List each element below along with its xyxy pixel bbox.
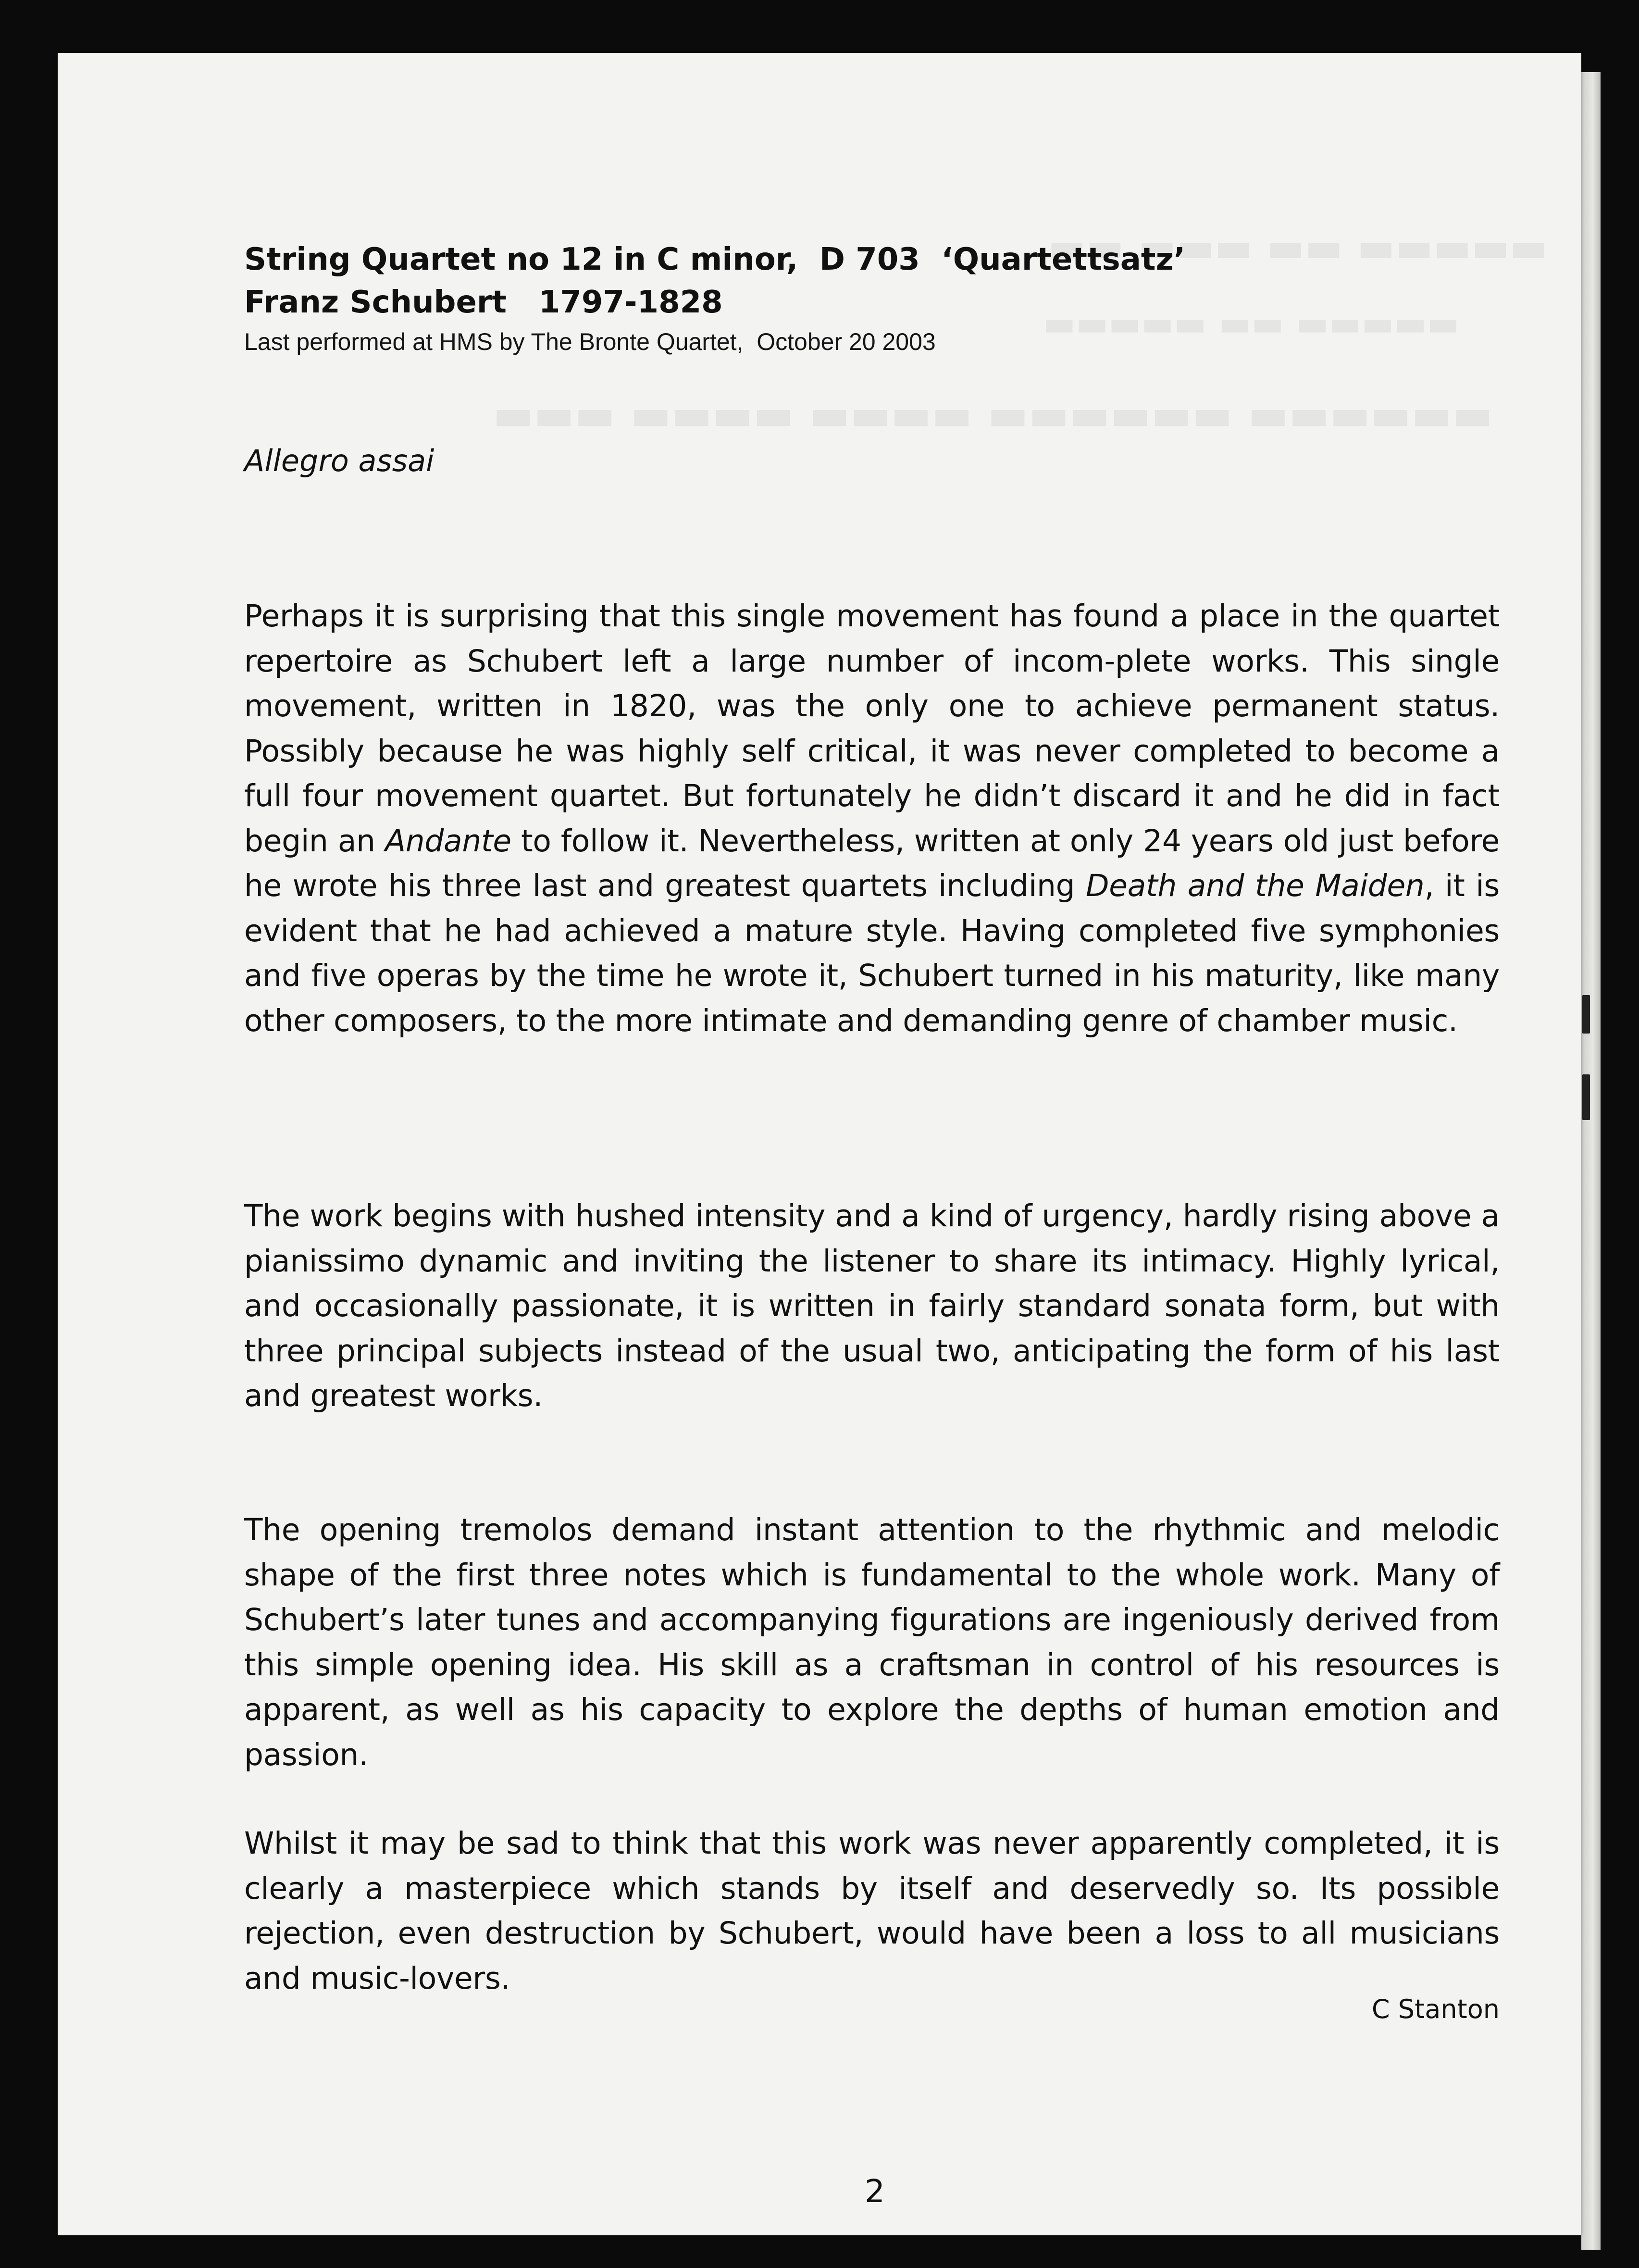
composer-line: Franz Schubert 1797-1828 (244, 285, 723, 320)
paragraph-text: The work begins with hushed intensity and a kind of urgency, hardly rising above a pianissimo dynamic and inviting the listener to share its intimacy. Highly lyrical, and occasionally passionate, it is written in fairly standard sonata form, but with three principal subjects instead of the usual two, anticipating the form of his last and greatest works. (244, 1198, 1500, 1413)
paragraph (244, 594, 1500, 1043)
page-edge (1581, 72, 1601, 2250)
paragraph (244, 1508, 1500, 1777)
show-through-texture: ▬▬ ▬▬▬ ▬▬ ▬▬▬▬▬ (1048, 224, 1548, 271)
paragraph-text: Perhaps it is surprising that this single movement has found a place in the quartet repertoire as Schubert left a large number of incom-plete works. This single movement, written in 1820, was the only one to achieve permanent status. Possibly because he was highly self critical, it was never completed to become a full four movement quartet. But fortunately he didn’t discard it and he did in fact begin an (244, 598, 1500, 859)
page-tab-mark (1582, 995, 1590, 1034)
paragraph (244, 1821, 1500, 2001)
paragraph (244, 1194, 1500, 1419)
paragraph-text: The opening tremolos demand instant attention to the rhythmic and melodic shape of the first three notes which is fundamental to the whole work. Many of Schubert’s later tunes and accompanying figurations are ingeniously derived from this simple opening idea. His skill as a craftsman in control of his resources is apparent, as well as his capacity to explore the depths of human emotion and passion. (244, 1512, 1500, 1772)
paragraph-text: Whilst it may be sad to think that this work was never apparently completed, it is clearly a masterpiece which stands by itself and deservedly so. Its possible rejection, even destruction by Schubert, would have been a loss to all musicians and music-lovers. (244, 1826, 1500, 1996)
italic-title-text: Andante (385, 823, 511, 859)
author-signature: C Stanton (1371, 1994, 1500, 2024)
work-title: String Quartet no 12 in C minor, D 703 ‘Quartettsatz’ (244, 242, 1186, 277)
paragraph-text: , it is evident that he had achieved a mature style. Having completed five symphonies and five operas by the time he wrote it, Schubert turned in his maturity, like many other composers, to the more intimate and demanding genre of chamber music. (244, 868, 1500, 1038)
italic-title-text: Death and the Maiden (1086, 868, 1425, 903)
paragraph-text: to follow it. Nevertheless, written at only 24 years old just before he wrote his three last and greatest quartets including (244, 823, 1500, 903)
page-number: 2 (865, 2173, 885, 2210)
show-through-texture: ▬▬▬ ▬▬▬▬ ▬▬▬▬ ▬▬▬▬▬▬ ▬▬▬▬▬▬ (493, 389, 1493, 440)
page-tab-mark (1582, 1074, 1590, 1120)
show-through-texture: ▬▬▬▬▬ ▬▬ ▬▬▬▬▬ (1043, 303, 1460, 343)
booklet-page (58, 53, 1581, 2235)
performance-note: Last performed at HMS by The Bronte Quartet, October 20 2003 (244, 328, 936, 355)
tempo-marking: Allegro assai (244, 443, 435, 478)
